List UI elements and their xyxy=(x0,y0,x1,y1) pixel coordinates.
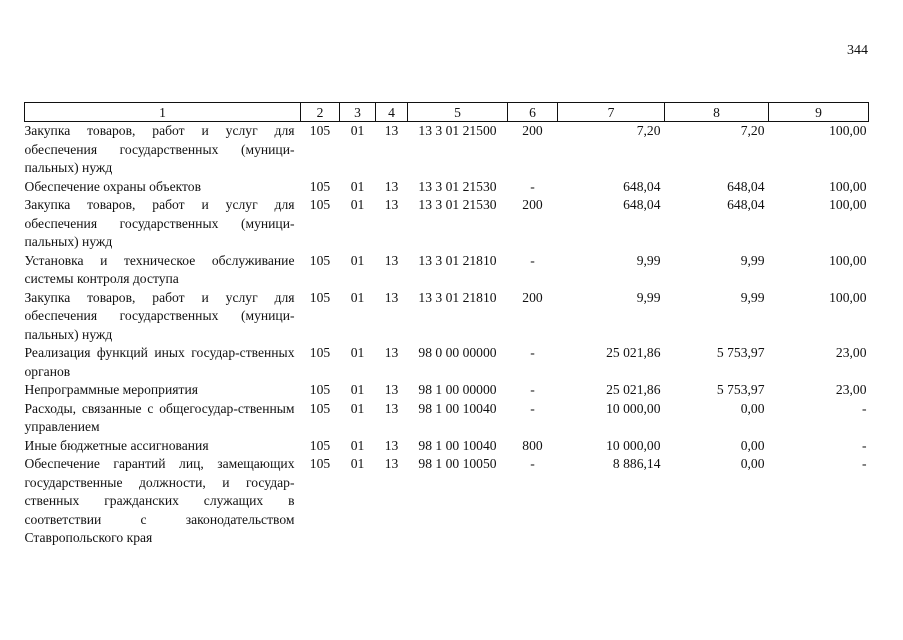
table-row xyxy=(25,196,869,252)
table-row xyxy=(25,122,869,178)
row-percent: 100,00 xyxy=(829,252,867,268)
row-target-article: 98 1 00 00000 xyxy=(418,382,497,397)
table-row xyxy=(25,178,869,197)
row-name: Непрограммные мероприятия xyxy=(24,382,198,397)
row-subsection: 13 xyxy=(384,400,399,416)
page-number: 344 xyxy=(847,43,868,58)
row-percent: 23,00 xyxy=(835,382,867,397)
row-ministry-code: 105 xyxy=(309,252,331,268)
table-row xyxy=(25,289,869,345)
row-expense-type: - xyxy=(530,400,535,416)
row-name: Закупка товаров, работ и услуг для обеспечения государственных (муници-пальных) нужд xyxy=(24,197,295,249)
row-executed-amount: 7,20 xyxy=(740,123,765,138)
row-target-article: 98 1 00 10040 xyxy=(418,437,497,453)
header-row xyxy=(25,103,869,122)
row-ministry-code: 105 xyxy=(309,382,331,397)
table-row xyxy=(25,400,869,437)
row-planned-amount: 9,99 xyxy=(636,289,661,305)
row-percent: - xyxy=(861,456,867,471)
row-subsection: 13 xyxy=(384,252,399,268)
row-section: 01 xyxy=(350,178,365,194)
row-expense-type: 800 xyxy=(522,437,543,453)
table-row xyxy=(25,437,869,456)
row-percent: 100,00 xyxy=(829,178,867,194)
row-planned-amount: 648,04 xyxy=(623,178,661,194)
row-ministry-code: 105 xyxy=(309,197,331,212)
row-ministry-code: 105 xyxy=(309,456,331,471)
row-planned-amount: 25 021,86 xyxy=(606,345,661,360)
header-col-2: 2 xyxy=(301,103,340,122)
row-expense-type: 200 xyxy=(522,289,543,305)
row-section: 01 xyxy=(350,345,365,360)
header-col-8: 8 xyxy=(665,103,769,122)
row-percent: - xyxy=(861,400,867,416)
row-name: Закупка товаров, работ и услуг для обеспечения государственных (муници-пальных) нужд xyxy=(24,289,295,342)
row-executed-amount: 0,00 xyxy=(740,400,765,416)
row-ministry-code: 105 xyxy=(309,437,331,453)
row-expense-type: - xyxy=(530,252,535,268)
row-executed-amount: 648,04 xyxy=(727,197,765,212)
row-ministry-code: 105 xyxy=(309,345,331,360)
row-subsection: 13 xyxy=(384,178,399,194)
row-section: 01 xyxy=(350,289,365,305)
row-percent: - xyxy=(861,437,867,453)
row-executed-amount: 5 753,97 xyxy=(716,345,765,360)
row-section: 01 xyxy=(350,437,365,453)
header-col-6: 6 xyxy=(508,103,558,122)
row-planned-amount: 10 000,00 xyxy=(606,437,661,453)
row-executed-amount: 0,00 xyxy=(740,437,765,453)
table-row xyxy=(25,344,869,381)
header-col-1: 1 xyxy=(25,103,301,122)
row-target-article: 13 3 01 21530 xyxy=(418,197,497,212)
table-body xyxy=(25,122,869,548)
row-target-article: 98 1 00 10050 xyxy=(418,456,497,471)
row-section: 01 xyxy=(350,456,365,471)
row-target-article: 13 3 01 21810 xyxy=(418,289,497,305)
row-executed-amount: 0,00 xyxy=(740,456,765,471)
row-expense-type: 200 xyxy=(522,197,543,212)
row-planned-amount: 10 000,00 xyxy=(606,400,661,416)
row-expense-type: - xyxy=(530,456,535,471)
row-section: 01 xyxy=(350,400,365,416)
table-row xyxy=(25,455,869,548)
row-planned-amount: 7,20 xyxy=(636,123,661,138)
row-name: Обеспечение охраны объектов xyxy=(24,178,202,194)
row-section: 01 xyxy=(350,252,365,268)
row-expense-type: - xyxy=(530,178,535,194)
row-target-article: 13 3 01 21530 xyxy=(418,178,497,194)
row-planned-amount: 8 886,14 xyxy=(612,456,661,471)
header-col-9: 9 xyxy=(769,103,869,122)
row-planned-amount: 9,99 xyxy=(636,252,661,268)
row-executed-amount: 5 753,97 xyxy=(716,382,765,397)
row-subsection: 13 xyxy=(384,382,399,397)
row-name: Обеспечение гарантий лиц, замещающих государственные должности, и государ-ственных гражданских служащих в соответствии с законодательством Ставропольского края xyxy=(24,456,295,545)
row-target-article: 13 3 01 21810 xyxy=(418,252,497,268)
row-percent: 23,00 xyxy=(835,345,867,360)
row-executed-amount: 9,99 xyxy=(740,252,765,268)
row-executed-amount: 9,99 xyxy=(740,289,765,305)
table-row xyxy=(25,381,869,400)
table-row xyxy=(25,252,869,289)
row-percent: 100,00 xyxy=(829,197,867,212)
row-subsection: 13 xyxy=(384,197,399,212)
row-ministry-code: 105 xyxy=(309,178,331,194)
row-expense-type: - xyxy=(530,345,535,360)
row-target-article: 13 3 01 21500 xyxy=(418,123,497,138)
header-col-3: 3 xyxy=(340,103,376,122)
row-name: Установка и техническое обслуживание системы контроля доступа xyxy=(24,252,295,286)
header-col-5: 5 xyxy=(408,103,508,122)
row-target-article: 98 0 00 00000 xyxy=(418,345,497,360)
row-planned-amount: 648,04 xyxy=(623,197,661,212)
row-name: Расходы, связанные с общегосудар-ственным управлением xyxy=(24,400,295,434)
table-header xyxy=(25,103,869,122)
row-section: 01 xyxy=(350,197,365,212)
row-percent: 100,00 xyxy=(829,289,867,305)
row-subsection: 13 xyxy=(384,123,399,138)
row-ministry-code: 105 xyxy=(309,400,331,416)
row-expense-type: - xyxy=(530,382,535,397)
row-name: Закупка товаров, работ и услуг для обеспечения государственных (муници-пальных) нужд xyxy=(24,123,295,175)
row-expense-type: 200 xyxy=(522,123,543,138)
row-subsection: 13 xyxy=(384,437,399,453)
row-subsection: 13 xyxy=(384,289,399,305)
row-executed-amount: 648,04 xyxy=(727,178,765,194)
row-subsection: 13 xyxy=(384,345,399,360)
header-col-7: 7 xyxy=(558,103,665,122)
row-section: 01 xyxy=(350,382,365,397)
header-col-4: 4 xyxy=(376,103,408,122)
row-name: Реализация функций иных государ-ственных органов xyxy=(24,345,295,379)
row-ministry-code: 105 xyxy=(309,123,331,138)
row-name: Иные бюджетные ассигнования xyxy=(24,437,209,453)
budget-table xyxy=(24,102,869,548)
row-percent: 100,00 xyxy=(829,123,867,138)
budget-table-container xyxy=(24,102,868,548)
row-ministry-code: 105 xyxy=(309,289,331,305)
row-target-article: 98 1 00 10040 xyxy=(418,400,497,416)
row-section: 01 xyxy=(350,123,365,138)
row-subsection: 13 xyxy=(384,456,399,471)
row-planned-amount: 25 021,86 xyxy=(606,382,661,397)
